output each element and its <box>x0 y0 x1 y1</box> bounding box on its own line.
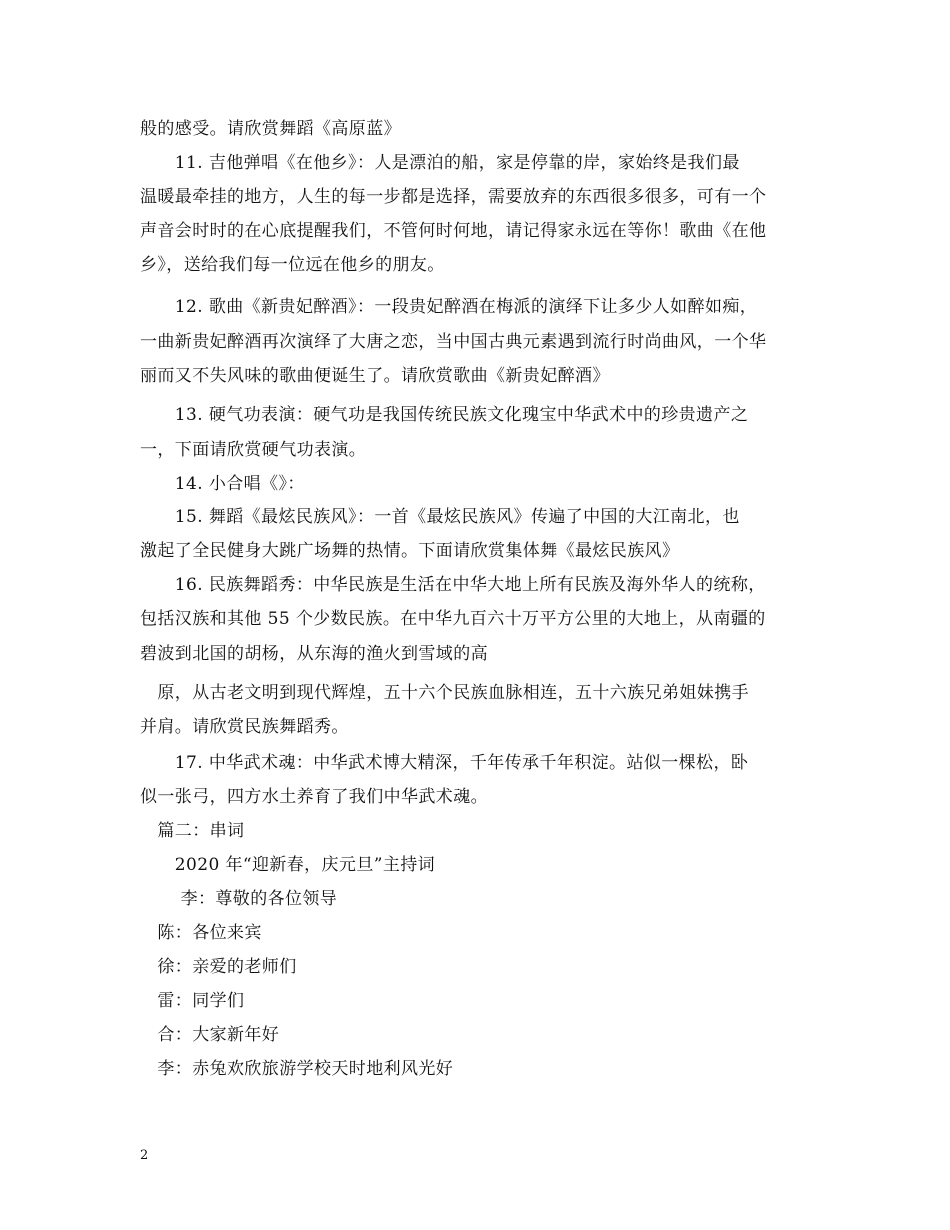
text-line: 温暖最牵挂的地方，人生的每一步都是选择，需要放弃的东西很多很多，可有一个 <box>140 187 767 207</box>
text-line: 14. 小合唱《》： <box>140 474 305 494</box>
text-line: 16. 民族舞蹈秀：中华民族是生活在中华大地上所有民族及海外华人的统称， <box>140 575 766 595</box>
text-line: 李：尊敬的各位领导 <box>140 889 338 909</box>
text-line: 合：大家新年好 <box>140 1025 280 1045</box>
text-line: 徐：亲爱的老师们 <box>140 957 297 977</box>
text-line: 似一张弓，四方水土养育了我们中华武术魂。 <box>140 787 488 807</box>
text-line: 一曲新贵妃醉酒再次演绎了大唐之恋，当中国古典元素遇到流行时尚曲风，一个华 <box>140 332 767 352</box>
text-line: 雷：同学们 <box>140 991 245 1011</box>
text-line: 一，下面请欣赏硬气功表演。 <box>140 440 367 460</box>
page-number: 2 <box>140 1148 149 1163</box>
text-line: 包括汉族和其他 55 个少数民族。在中华九百六十万平方公里的大地上，从南疆的 <box>140 609 766 629</box>
text-line: 般的感受。请欣赏舞蹈《高原蓝》 <box>140 119 401 139</box>
text-line: 乡》，送给我们每一位远在他乡的朋友。 <box>140 255 445 275</box>
text-line: 2020 年“迎新春，庆元旦”主持词 <box>140 855 436 875</box>
text-line: 11. 吉他弹唱《在他乡》：人是漂泊的船，家是停靠的岸，家始终是我们最 <box>140 153 740 173</box>
text-line: 13. 硬气功表演：硬气功是我国传统民族文化瑰宝中华武术中的珍贵遗产之 <box>140 405 749 425</box>
text-line: 激起了全民健身大跳广场舞的热情。下面请欣赏集体舞《最炫民族风》 <box>140 541 680 561</box>
text-line: 篇二：串词 <box>140 821 245 841</box>
text-line: 声音会时时的在心底提醒我们，不管何时何地，请记得家永远在等你！歌曲《在他 <box>140 221 767 241</box>
text-line: 碧波到北国的胡杨，从东海的渔火到雪域的高 <box>140 644 488 664</box>
text-line: 陈：各位来宾 <box>140 923 262 943</box>
text-line: 李：赤兔欢欣旅游学校天时地利风光好 <box>140 1059 454 1079</box>
text-line: 17. 中华武术魂：中华武术博大精深，千年传承千年积淀。站似一棵松，卧 <box>140 753 749 773</box>
text-line: 15. 舞蹈《最炫民族风》：一首《最炫民族风》传遍了中国的大江南北，也 <box>140 507 740 527</box>
text-line: 丽而又不失风味的歌曲便诞生了。请欣赏歌曲《新贵妃醉酒》 <box>140 366 610 386</box>
text-line: 并肩。请欣赏民族舞蹈秀。 <box>140 717 349 737</box>
text-line: 12. 歌曲《新贵妃醉酒》：一段贵妃醉酒在梅派的演绎下让多少人如醉如痴， <box>140 297 758 317</box>
text-line: 原，从古老文明到现代辉煌，五十六个民族血脉相连，五十六族兄弟姐妹携手 <box>140 683 749 703</box>
